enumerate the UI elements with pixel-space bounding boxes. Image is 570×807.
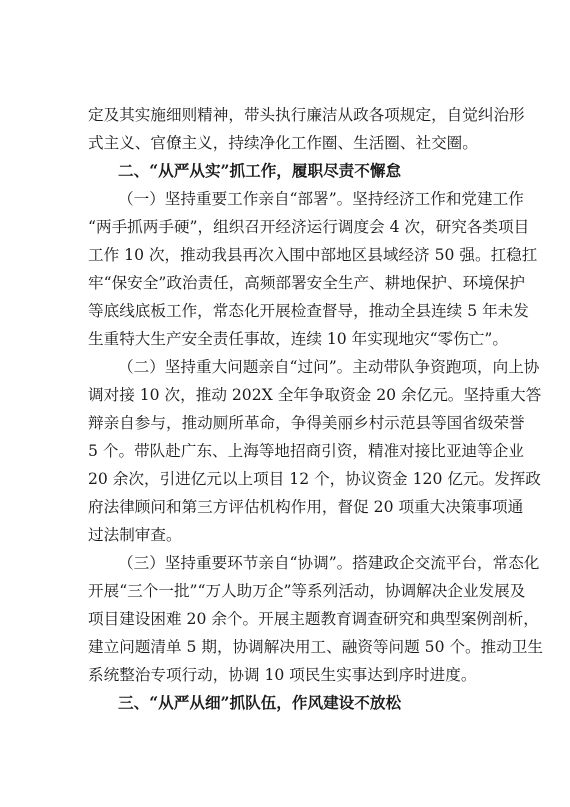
paragraph-line: “两手抓两手硬”，组织召开经济运行调度会 4 次，研究各类项目 [88,218,530,236]
paragraph-line: 项目建设困难 20 余个。开展主题教育调查研究和典型案例剖析， [88,610,539,628]
paragraph-line: 20 余次，引进亿元以上项目 12 个，协议资金 120 亿元。发挥政 [88,470,541,488]
section-heading-3: 三、“从严从细”抓队伍，作风建设不放松 [118,693,402,712]
paragraph-line: （一）坚持重要工作亲自“部署”。坚持经济工作和党建工作 [118,190,524,208]
paragraph-line: 工作 10 次，推动我县再次入围中部地区县域经济 50 强。扛稳扛 [88,246,538,264]
paragraph-line: 调对接 10 次，推动 202X 全年争取资金 20 余亿元。坚持重大答 [88,386,542,404]
paragraph-line: 等底线底板工作，常态化开展检查督导，推动全县连续 5 年未发 [88,302,529,320]
paragraph-line: 府法律顾问和第三方评估机构作用，督促 20 项重大决策事项通 [88,498,524,516]
paragraph-line: 5 个。带队赴广东、上海等地招商引资，精准对接比亚迪等企业 [88,442,524,460]
paragraph-line: 生重特大生产安全责任事故，连续 10 年实现地灾“零伤亡”。 [88,330,508,348]
paragraph-line: 建立问题清单 5 期，协调解决用工、融资等问题 50 个。推动卫生 [88,638,544,656]
paragraph-line: 式主义、官僚主义，持续净化工作圈、生活圈、社交圈。 [88,134,478,152]
paragraph-line: 过法制审查。 [88,526,182,544]
paragraph-line: 开展“三个一批”“万人助万企”等系列活动，协调解决企业发展及 [88,582,526,600]
paragraph-line: （三）坚持重要环节亲自“协调”。搭建政企交流平台，常态化 [118,554,540,572]
section-heading-2: 二、“从严从实”抓工作，履职尽责不懈怠 [118,161,402,180]
paragraph-line: （二）坚持重大问题亲自“过问”。主动带队争资跑项，向上协 [118,358,540,376]
paragraph-line: 系统整治专项行动，协调 10 项民生实事达到序时进度。 [88,666,477,684]
paragraph-line: 定及其实施细则精神，带头执行廉洁从政各项规定，自觉纠治形 [88,106,525,124]
paragraph-line: 牢“保安全”政治责任，高频部署安全生产、耕地保护、环境保护 [88,274,525,292]
paragraph-line: 辩亲自参与，推动厕所革命，争得美丽乡村示范县等国省级荣誉 [88,414,525,432]
